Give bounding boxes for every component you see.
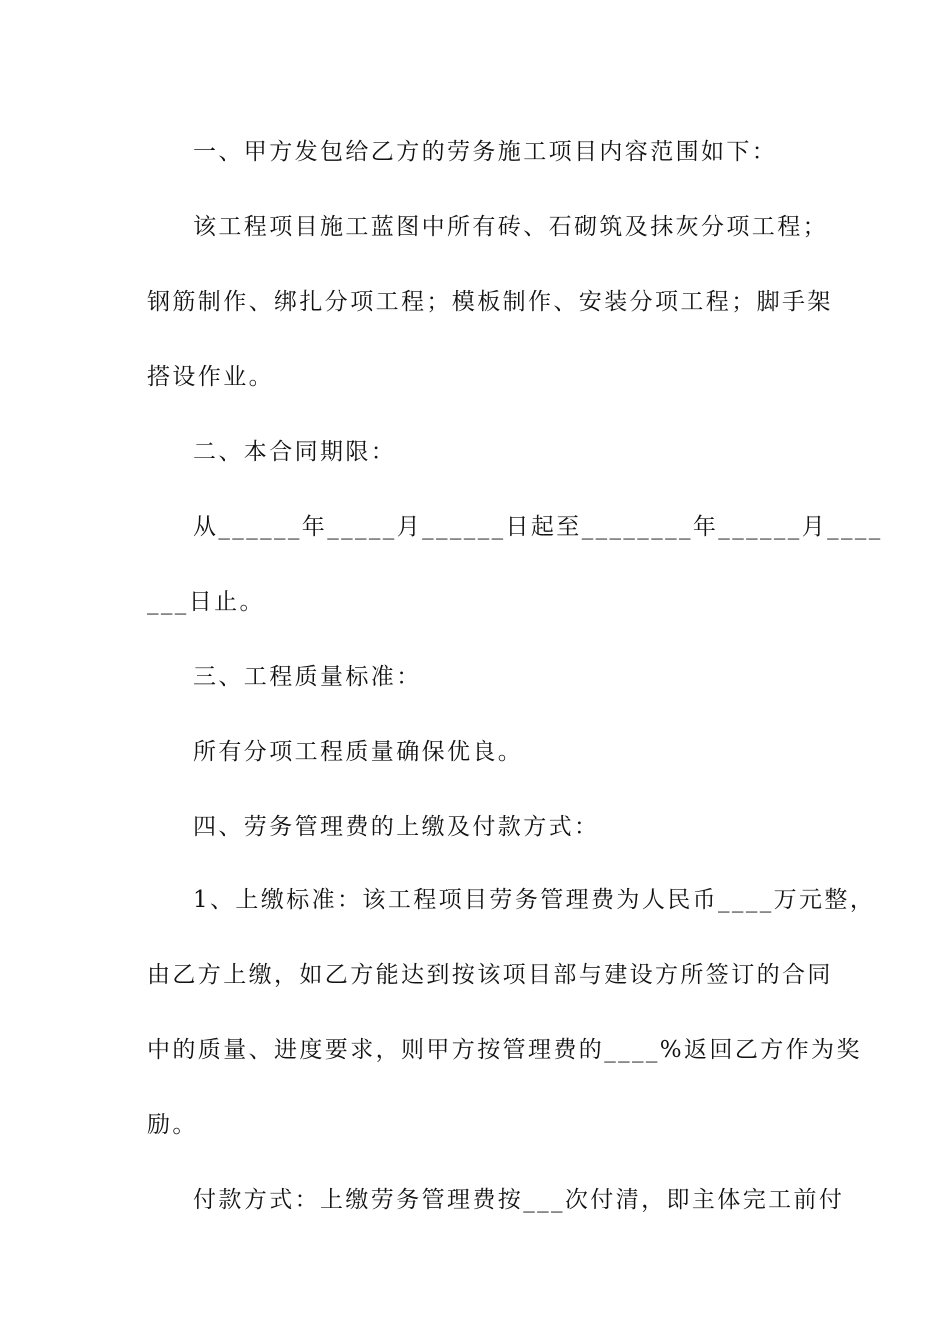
paragraph-line: 付款方式：上缴劳务管理费按___次付清，即主体完工前付 [193,1187,845,1213]
paragraph-line: 搭设作业。 [147,364,274,390]
contract-period-line: ___日止。 [147,589,265,615]
section-4-heading: 四、劳务管理费的上缴及付款方式： [193,814,600,840]
section-3-heading: 三、工程质量标准： [193,664,422,690]
section-2-heading: 二、本合同期限： [193,439,397,465]
paragraph-line: 由乙方上缴，如乙方能达到按该项目部与建设方所签订的合同 [147,962,833,988]
paragraph-line: 钢筋制作、绑扎分项工程；模板制作、安装分项工程；脚手架 [147,289,833,315]
paragraph-line: 1、上缴标准：该工程项目劳务管理费为人民币____万元整， [193,887,876,913]
paragraph-line: 中的质量、进度要求，则甲方按管理费的____%返回乙方作为奖 [147,1037,862,1063]
paragraph-line: 励。 [147,1112,198,1138]
paragraph-line: 所有分项工程质量确保优良。 [193,739,524,765]
contract-period-line: 从______年_____月______日起至________年______月____ [193,514,883,540]
section-1-heading: 一、甲方发包给乙方的劳务施工项目内容范围如下： [193,139,778,165]
paragraph-line: 该工程项目施工蓝图中所有砖、石砌筑及抹灰分项工程； [193,214,828,240]
